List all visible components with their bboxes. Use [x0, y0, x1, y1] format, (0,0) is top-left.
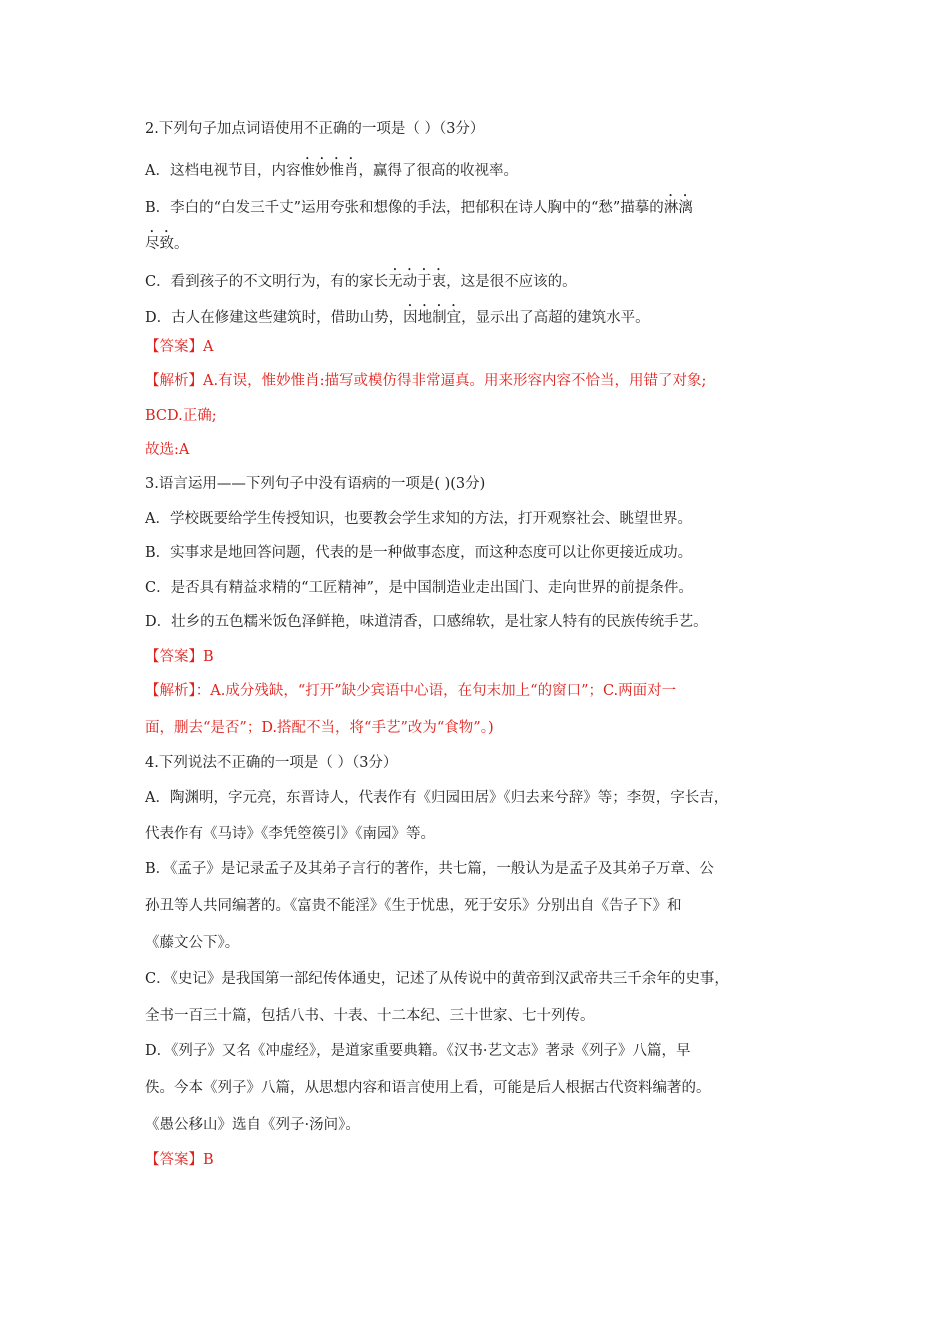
emphasized-word: 无动于衷 — [388, 274, 447, 290]
q2-option-a — [145, 155, 518, 181]
text-segment: ：A.成分残缺，“打开”缺少宾语中心语，在句末加上“的窗口”；C.两面对一 — [195, 683, 677, 699]
text-segment: 【解析】 — [145, 373, 203, 389]
q4-answer — [145, 1150, 214, 1170]
emphasized-word: 惟妙惟肖 — [300, 163, 359, 179]
text-segment: A — [203, 339, 214, 355]
text-segment: B — [203, 649, 214, 665]
q2-analysis — [145, 371, 706, 391]
text-segment: ，赢得了很高的收视率。 — [358, 163, 518, 179]
emphasized-word: 淋漓 — [663, 200, 693, 216]
q4-option-d-cont2: 《愚公移山》选自《列子·汤问》。 — [145, 1117, 360, 1133]
q3-answer — [145, 647, 214, 667]
q2-stem: 2.下列句子加点词语使用不正确的一项是（ ）（3分） — [145, 121, 485, 137]
text-segment: ，显示出了高超的建筑水平。 — [461, 310, 650, 326]
text-segment: A.有误，惟妙惟肖:描写或模仿得非常逼真。用来形容内容不恰当，用错了对象; — [203, 373, 707, 389]
q4-option-b-cont2: 《藤文公下》。 — [145, 935, 240, 951]
emphasized-word: 尽致 — [145, 236, 174, 252]
text-segment: 【解析】 — [145, 683, 196, 699]
text-segment: ，这是很不应该的。 — [446, 274, 577, 290]
q2-option-b — [145, 192, 693, 218]
q3-stem: 3.语言运用——下列句子中没有语病的一项是( )(3分) — [145, 476, 486, 492]
q3-option-b: B．实事求是地回答问题，代表的是一种做事态度，而这种态度可以让你更接近成功。 — [145, 545, 693, 561]
q2-analysis-cont: BCD.正确; — [145, 408, 217, 424]
q4-stem: 4.下列说法不正确的一项是（ ）（3分） — [145, 755, 398, 771]
q4-option-b: B．《孟子》是记录孟子及其弟子言行的著作，共七篇，一般认为是孟子及其弟子万章、公 — [145, 861, 714, 877]
text-segment: B．李白的“白发三千丈”运用夸张和想像的手法，把郁积在诗人胸中的“愁”描摹的 — [145, 200, 664, 216]
q3-option-c: C．是否具有精益求精的“工匠精神”，是中国制造业走出国门、走向世界的前提条件。 — [145, 580, 693, 596]
q2-option-b-cont — [145, 228, 189, 254]
q3-option-a: A．学校既要给学生传授知识，也要教会学生求知的方法，打开观察社会、眺望世界。 — [145, 511, 692, 527]
text-segment: C．看到孩子的不文明行为，有的家长 — [145, 274, 389, 290]
q2-option-c — [145, 266, 577, 292]
q4-option-d-cont: 佚。今本《列子》八篇，从思想内容和语言使用上看，可能是后人根据古代资料编著的。 — [145, 1080, 711, 1096]
q4-option-b-cont: 孙丑等人共同编著的。《富贵不能淫》《生于忧患，死于安乐》分别出自《告子下》和 — [145, 898, 682, 914]
q2-option-d — [145, 302, 650, 328]
text-segment: 【答案】 — [145, 649, 203, 665]
emphasized-word: 因地制宜 — [403, 310, 462, 326]
q4-option-c-cont: 全书一百三十篇，包括八书、十表、十二本纪、三十世家、七十列传。 — [145, 1008, 595, 1024]
q3-analysis — [145, 681, 676, 701]
text-segment: B — [203, 1152, 214, 1168]
q4-option-a-cont: 代表作有《马诗》《李凭箜篌引》《南园》等。 — [145, 826, 435, 842]
q4-option-d: D．《列子》又名《冲虚经》，是道家重要典籍。《汉书·艺文志》著录《列子》八篇，早 — [145, 1043, 691, 1059]
q3-option-d: D．壮乡的五色糯米饭色泽鲜艳，味道清香，口感绵软，是壮家人特有的民族传统手艺。 — [145, 614, 708, 630]
q4-option-c: C．《史记》是我国第一部纪传体通史，记述了从传说中的黄帝到汉武帝共三千余年的史事， — [145, 971, 729, 987]
q4-option-a: A．陶渊明，字元亮，东晋诗人，代表作有《归园田居》《归去来兮辞》等；李贺，字长吉， — [145, 790, 729, 806]
q3-analysis-cont: 面，删去“是否”；D.搭配不当，将“手艺”改为“食物”。) — [145, 720, 494, 736]
text-segment: D．古人在修建这些建筑时，借助山势， — [145, 310, 404, 326]
text-segment: 。 — [174, 236, 189, 252]
q2-answer — [145, 337, 213, 357]
text-segment: A．这档电视节目，内容 — [145, 163, 301, 179]
q2-conclusion: 故选:A — [145, 442, 190, 458]
text-segment: 【答案】 — [145, 1152, 203, 1168]
text-segment: 【答案】 — [145, 339, 203, 355]
